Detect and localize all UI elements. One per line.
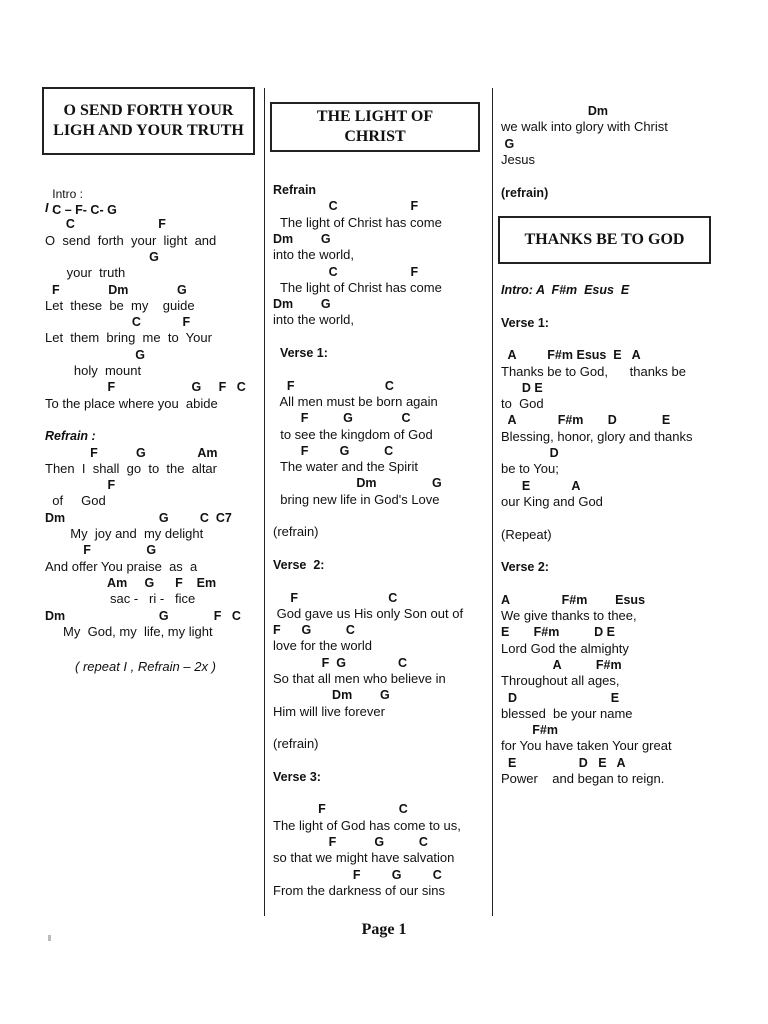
lyric-line: Throughout all ages, <box>501 673 620 689</box>
section-heading: Intro: A F#m Esus E <box>501 283 630 297</box>
song1-intro-label: Intro : <box>52 187 83 201</box>
section-heading: (refrain) <box>501 185 549 200</box>
chord-line: F G Am <box>45 445 218 460</box>
lyric-line: we walk into glory with Christ <box>501 119 668 135</box>
song1-repeat-note: ( repeat I , Refrain – 2x ) <box>75 659 216 674</box>
lyric-line: So that all men who believe in <box>273 671 446 686</box>
lyric-line: our King and God <box>501 493 603 509</box>
chord-line: Dm G <box>273 297 331 312</box>
lyric-line: My God, my life, my light <box>45 623 213 639</box>
chord-line: A F#m Esus <box>501 592 646 607</box>
chord-line: A F#m Esus E A <box>501 348 641 363</box>
chord-line: F <box>45 478 116 493</box>
chord-line: F G C <box>273 835 428 849</box>
section-heading: Verse 1: <box>501 315 549 330</box>
lyric-line: for You have taken Your great <box>501 738 672 754</box>
chord-line: Dm G <box>273 231 331 246</box>
lyric-line: All men must be born again <box>273 393 438 409</box>
section-heading: Verse 3: <box>273 769 321 784</box>
lyric-line: Let these be my guide <box>45 297 195 313</box>
lyric-line: My joy and my delight <box>45 526 204 541</box>
chord-line: D E <box>501 380 543 395</box>
lyric-line: The light of God has come to us, <box>273 817 461 833</box>
lyric-line: O send forth your light and <box>45 232 217 248</box>
lyric-line: From the darkness of our sins <box>273 882 445 898</box>
lyric-line: Lord God the almighty <box>501 640 629 656</box>
chord-line: F G C <box>273 443 394 458</box>
song1-intro-chords: C – F- C- G <box>52 203 117 217</box>
chord-line: G <box>45 249 159 264</box>
chord-line: C F <box>273 264 419 279</box>
section-heading: Verse 1: <box>273 346 328 360</box>
chord-line: Dm G C C7 <box>45 510 232 525</box>
chord-line: F#m <box>501 723 558 738</box>
column-divider-1 <box>264 88 265 916</box>
chord-line: F G F C <box>45 380 246 395</box>
chord-line: Dm <box>501 104 608 118</box>
song1-title: O SEND FORTH YOUR LIGH AND YOUR TRUTH <box>42 87 255 155</box>
lyric-line: Him will live forever <box>273 703 385 719</box>
chord-line: Dm G <box>273 688 390 703</box>
chord-line: F G <box>45 543 157 558</box>
song3-title: THANKS BE TO GOD <box>498 216 711 264</box>
chord-line: Dm G F C <box>45 608 241 623</box>
column-divider-2 <box>492 88 493 916</box>
lyric-line: The light of Christ has come <box>273 214 442 230</box>
song2-title: THE LIGHT OF CHRIST <box>270 102 480 152</box>
lyric-line: Thanks be to God, thanks be <box>501 363 686 379</box>
lyric-line: sac - ri - fice <box>45 591 196 607</box>
chord-line: E D E A <box>501 755 626 770</box>
lyric-line: to see the kingdom of God <box>273 426 433 442</box>
lyric-line: of God <box>45 493 106 509</box>
lyric-line: to God <box>501 396 544 412</box>
chord-line: F C <box>273 590 398 605</box>
lyric-line: The light of Christ has come <box>273 279 442 295</box>
chord-line: E F#m D E <box>501 625 615 640</box>
chord-line: C F <box>45 315 191 330</box>
lyric-line: holy mount <box>45 363 142 378</box>
chord-line: C F <box>273 199 419 214</box>
chord-line: F G C <box>273 867 442 882</box>
section-heading: Refrain : <box>45 429 96 444</box>
chord-line: G <box>45 347 146 362</box>
lyric-line: (Repeat) <box>501 526 552 542</box>
section-heading: Refrain <box>273 183 317 197</box>
lyric-line: your truth <box>45 265 126 281</box>
section-heading: Verse 2: <box>273 557 325 572</box>
chord-line: F C <box>273 378 394 393</box>
chord-line: F G C <box>273 655 408 670</box>
lyric-line: Jesus <box>501 151 535 167</box>
lyric-line: (refrain) <box>273 736 319 752</box>
chord-line: Am G F Em <box>45 575 217 590</box>
chord-line: F Dm G <box>45 282 187 297</box>
chord-line: D <box>501 446 559 460</box>
lyric-line: into the world, <box>273 312 354 328</box>
lyric-line: into the world, <box>273 247 354 263</box>
section-heading: Verse 2: <box>501 560 549 575</box>
chord-line: F C <box>273 802 408 817</box>
chord-line: C F <box>45 217 166 232</box>
lyric-line: And offer You praise as a <box>45 558 198 574</box>
chord-line: A F#m <box>501 657 622 672</box>
lyric-line: God gave us His only Son out of <box>273 605 464 621</box>
lyric-line: blessed be your name <box>501 705 633 721</box>
lyric-line: Then I shall go to the altar <box>45 460 217 476</box>
chord-line: Dm G <box>273 476 442 491</box>
lyric-line: (refrain) <box>273 524 319 540</box>
lyric-line: love for the world <box>273 638 372 654</box>
page-number: Page 1 <box>361 921 407 938</box>
chord-line: D E <box>501 690 620 705</box>
section-heading: I : <box>45 201 57 215</box>
chord-line: F G C <box>273 411 411 426</box>
lyric-line: The water and the Spirit <box>273 459 419 475</box>
lyric-line: Let them bring me to Your <box>45 330 212 346</box>
lyric-line: bring new life in God's Love <box>273 491 440 507</box>
lyric-line: Blessing, honor, glory and thanks <box>501 428 693 444</box>
lyric-line: We give thanks to thee, <box>501 608 637 623</box>
chord-line: E A <box>501 478 581 493</box>
chord-line: G <box>501 136 515 151</box>
lyric-line: so that we might have salvation <box>273 850 455 866</box>
lyric-line: To the place where you abide <box>45 395 218 411</box>
chord-line: F G C <box>273 623 355 638</box>
scan-mark <box>48 935 51 941</box>
lyric-line: be to You; <box>501 461 559 477</box>
lyric-line: Power and began to reign. <box>501 771 665 786</box>
chord-line: A F#m D E <box>501 413 671 428</box>
